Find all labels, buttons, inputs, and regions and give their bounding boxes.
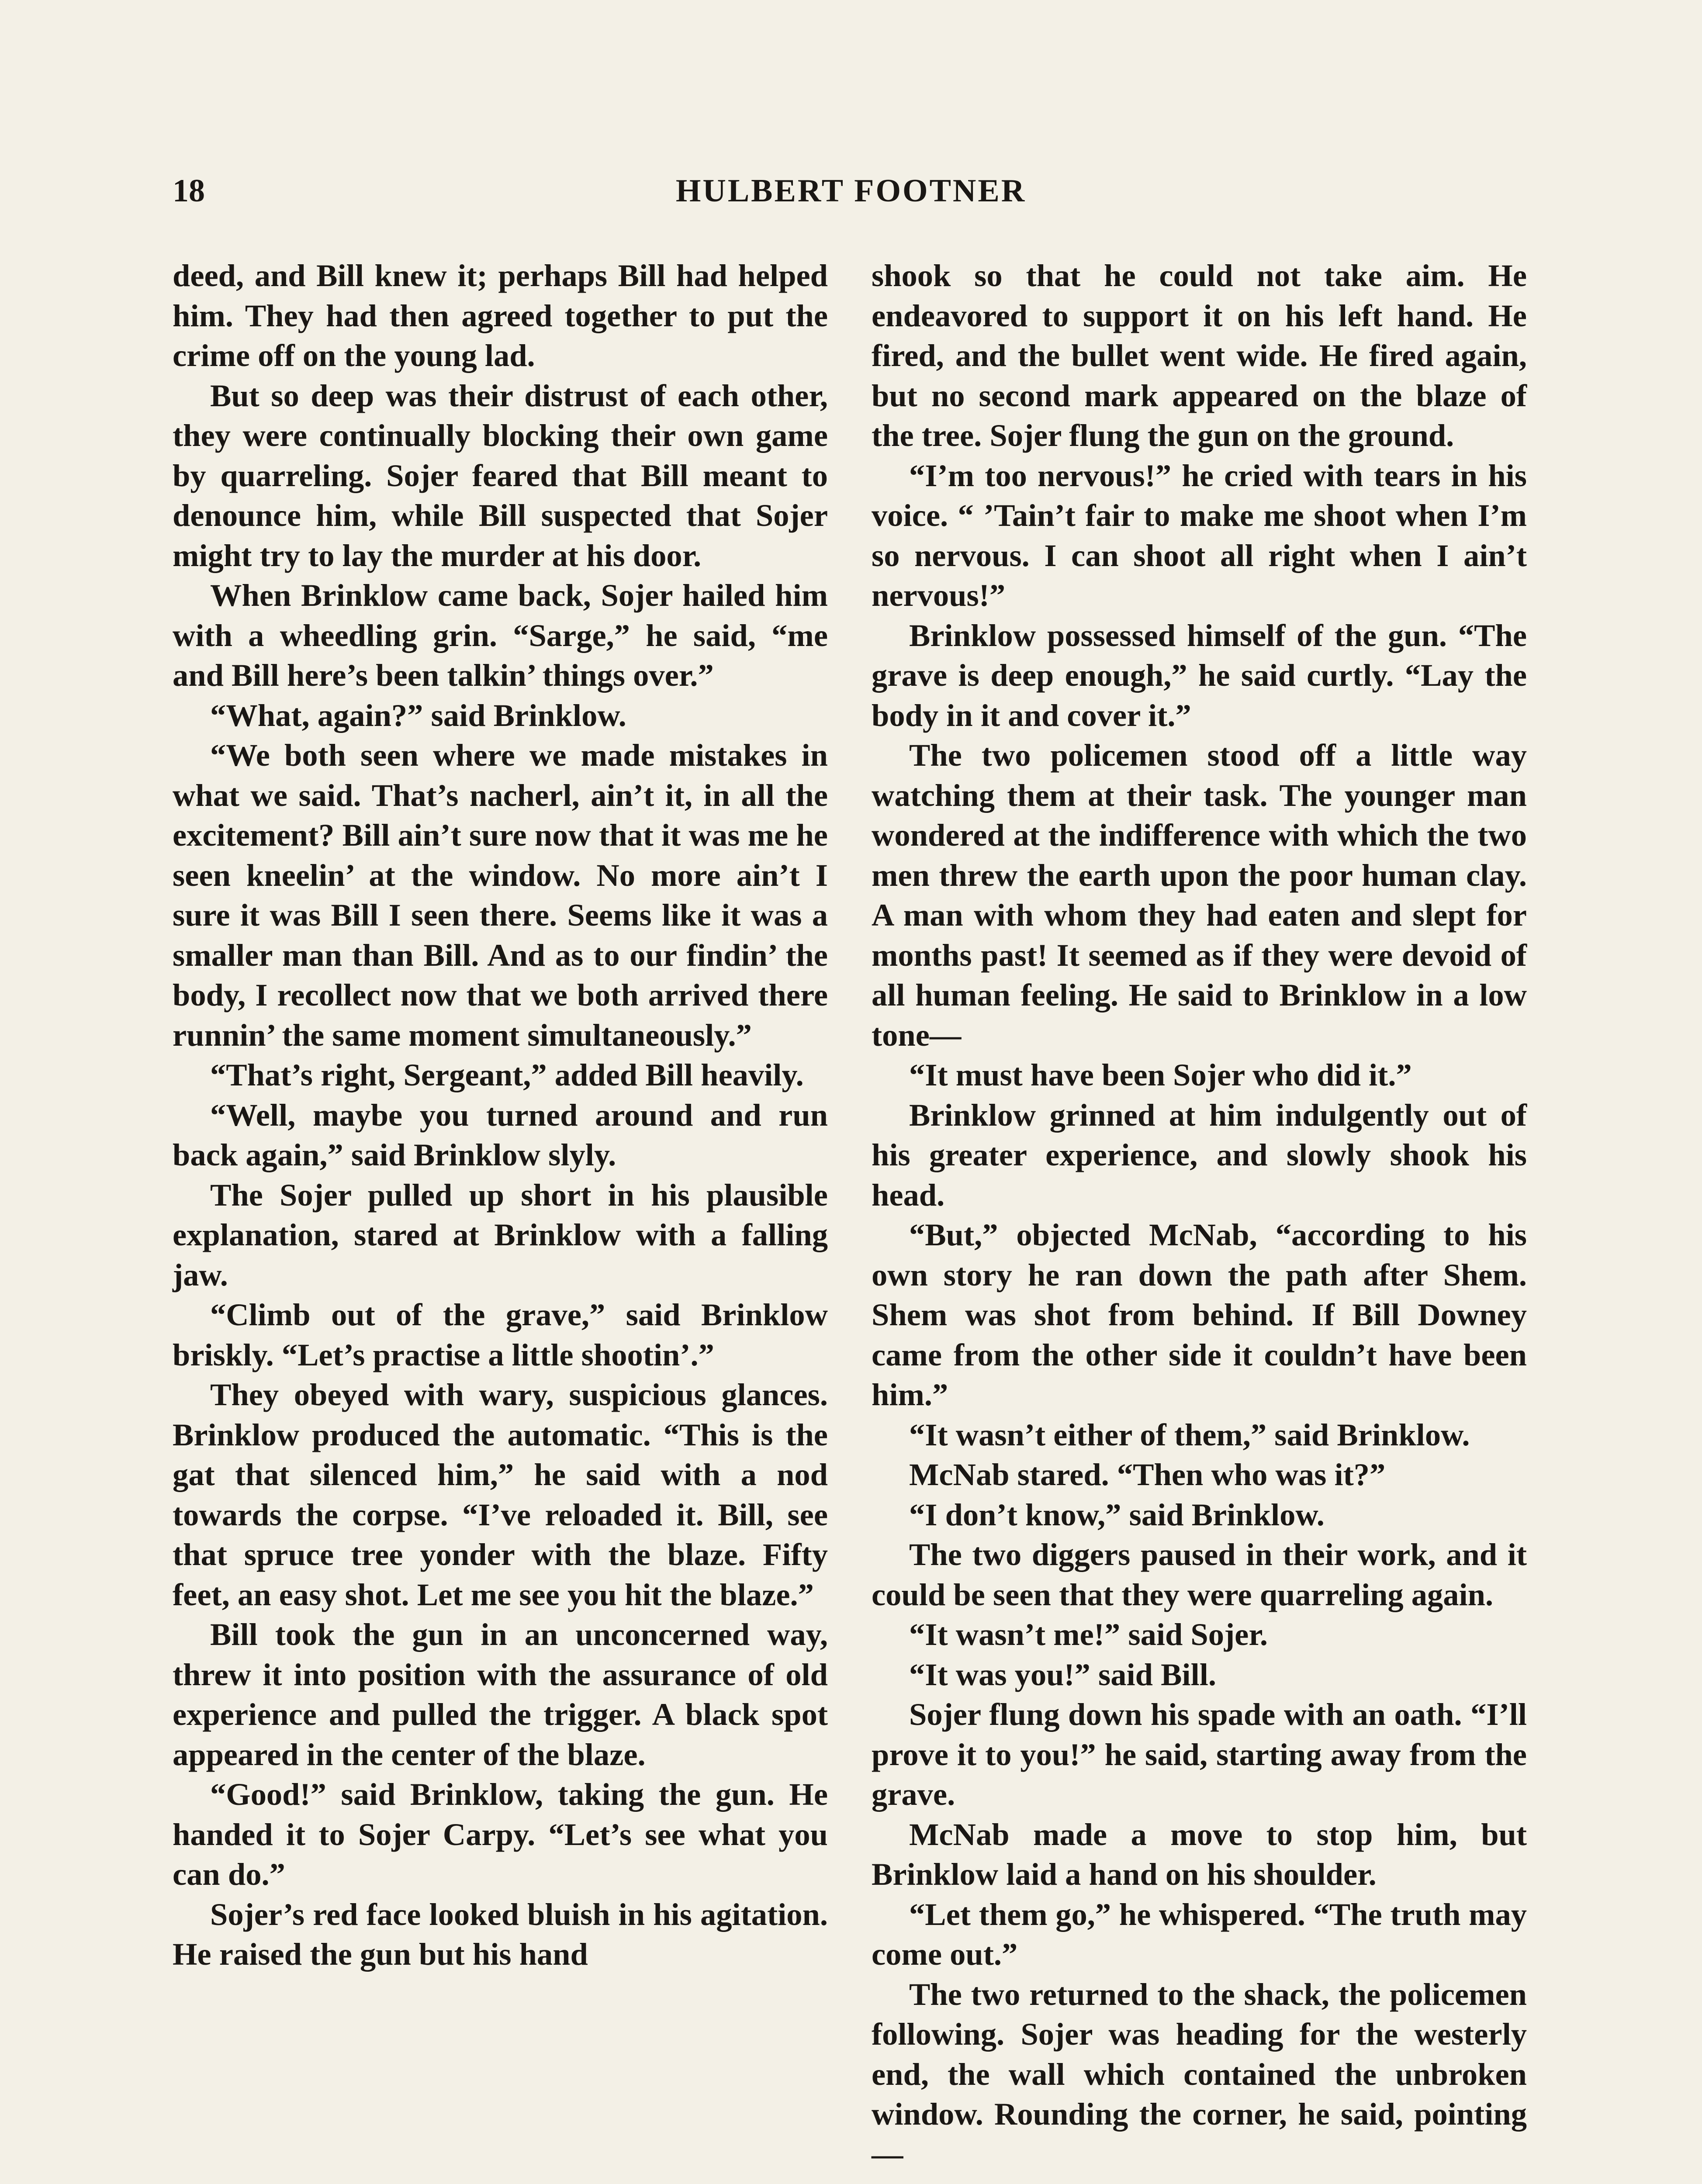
page-number: 18 [173,173,205,209]
paragraph: “It must have been Sojer who did it.” [909,1057,1412,1092]
paragraph: “Well, maybe you turned around and run back again,” said Brinklow slyly. [173,1097,828,1172]
paragraph: “What, again?” said Brinklow. [210,697,626,733]
paragraph: McNab stared. “Then who was it?” [909,1457,1386,1492]
paragraph: But so deep was their distrust of each other, they were continually blocking their own game by quarreling. Sojer feared that Bill meant to denounce him, while Bill suspected that Sojer might try to lay the murder at his door. [173,377,828,573]
paragraph: The two policemen stood off a little way watching them at their task. The younger man wondered at the indifference with which the two men threw the earth upon the poor human clay. A man with whom they had eaten and slept for months past! It seemed as if they were devoid of all human feeling. He said to Brinklow in a low tone— [872,737,1527,1053]
paragraph: Brinklow grinned at him indulgently out of his greater experience, and slowly shook his head. [872,1097,1527,1213]
paragraph: “It wasn’t me!” said Sojer. [909,1617,1268,1652]
paragraph: Sojer’s red face looked bluish in his agitation. He raised the gun but his hand [173,1896,828,1972]
right-column [872,256,1527,2174]
paragraph: McNab made a move to stop him, but Brinklow laid a hand on his shoulder. [872,1816,1527,1892]
paragraph: Bill took the gun in an unconcerned way, threw it into position with the assurance of old experience and pulled the trigger. A black spot appeared in the center of the blaze. [173,1617,828,1772]
paragraph: Sojer flung down his spade with an oath. “I’ll prove it to you!” he said, starting away from the grave. [872,1697,1527,1812]
paragraph: “It was you!” said Bill. [909,1656,1216,1692]
paragraph: “We both seen where we made mistakes in what we said. That’s nacherl, ain’t it, in all the excitement? Bill ain’t sure now that it was me he seen kneelin’ at the window. No more ain’t I sure it was Bill I seen there. Seems like it was a smaller man than Bill. And as to our findin’ the body, I recollect now that we both arrived there runnin’ the same moment simultaneously.” [173,737,828,1053]
paragraph: The Sojer pulled up short in his plausible explanation, stared at Brinklow with a falling jaw. [173,1177,828,1292]
paragraph: “But,” objected McNab, “according to his own story he ran down the path after Shem. Shem was shot from behind. If Bill Downey came from the other side it couldn’t have been him.” [872,1217,1527,1412]
paragraph: “I’m too nervous!” he cried with tears in his voice. “ ’Tain’t fair to make me shoot when I’m so nervous. I can shoot all right when I ain’t nervous!” [872,457,1527,613]
left-column [173,256,828,1974]
paragraph: shook so that he could not take aim. He endeavored to support it on his left hand. He fired, and the bullet went wide. He fired again, but no second mark appeared on the blaze of the tree. Sojer flung the gun on the ground. [872,258,1527,453]
paragraph: “I don’t know,” said Brinklow. [909,1496,1325,1532]
paragraph: “Good!” said Brinklow, taking the gun. He handed it to Sojer Carpy. “Let’s see what you can do.” [173,1776,828,1892]
paragraph: “Climb out of the grave,” said Brinklow briskly. “Let’s practise a little shootin’.” [173,1297,828,1372]
running-head: HULBERT FOOTNER [675,173,1027,209]
paragraph: deed, and Bill knew it; perhaps Bill had helped him. They had then agreed together to put the crime off on the young lad. [173,258,828,373]
paragraph: They obeyed with wary, suspicious glances. Brinklow produced the automatic. “This is the gat that silenced him,” he said with a nod towards the corpse. “I’ve reloaded it. Bill, see that spruce tree yonder with the blaze. Fifty feet, an easy shot. Let me see you hit the blaze.” [173,1377,828,1612]
paragraph: “That’s right, Sergeant,” added Bill heavily. [210,1057,804,1092]
paragraph: The two diggers paused in their work, and it could be seen that they were quarreling again. [872,1537,1527,1612]
paragraph: When Brinklow came back, Sojer hailed him with a wheedling grin. “Sarge,” he said, “me and Bill here’s been talkin’ things over.” [173,577,828,693]
paragraph: “It wasn’t either of them,” said Brinklow. [909,1417,1470,1452]
paragraph: The two returned to the shack, the policemen following. Sojer was heading for the westerly end, the wall which contained the unbroken window. Rounding the corner, he said, pointing— [872,1976,1527,2172]
paragraph: Brinklow possessed himself of the gun. “The grave is deep enough,” he said curtly. “Lay the body in it and cover it.” [872,617,1527,733]
paragraph: “Let them go,” he whispered. “The truth may come out.” [872,1896,1527,1972]
